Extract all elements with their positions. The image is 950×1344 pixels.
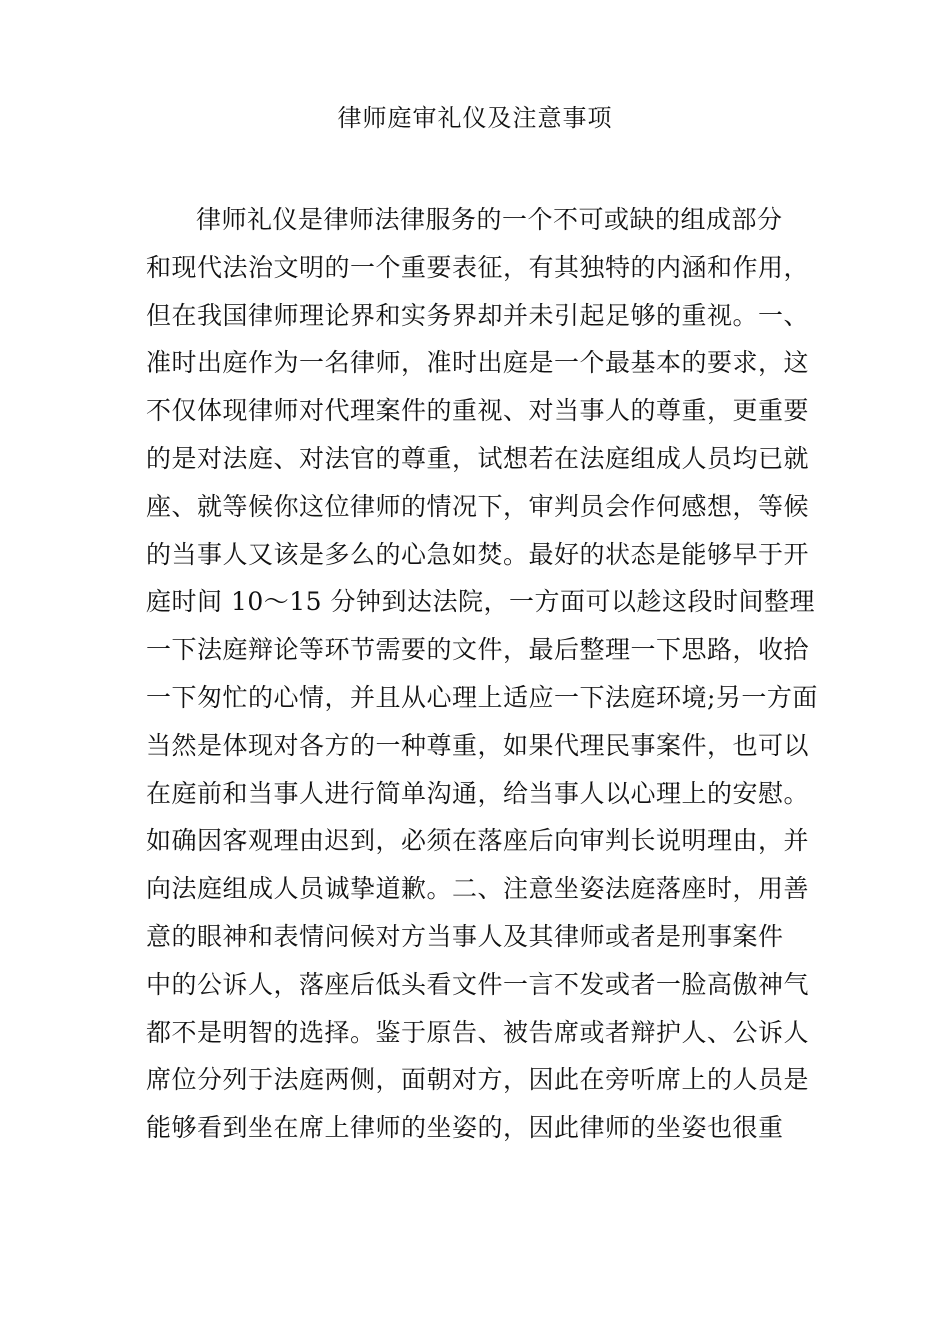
document-title: 律师庭审礼仪及注意事项	[337, 104, 613, 132]
body-line: 和现代法治文明的一个重要表征，有其独特的内涵和作用，	[146, 252, 810, 282]
body-line: 向法庭组成人员诚挚道歉。二、注意坐姿法庭落座时，用善	[146, 874, 810, 904]
body-line: 一下法庭辩论等环节需要的文件，最后整理一下思路，收拾	[146, 635, 810, 665]
body-line: 当然是体现对各方的一种尊重，如果代理民事案件，也可以	[146, 730, 810, 760]
body-line: 准时出庭作为一名律师，准时出庭是一个最基本的要求，这	[146, 348, 810, 378]
body-line: 都不是明智的选择。鉴于原告、被告席或者辩护人、公诉人	[146, 1017, 810, 1047]
body-line: 能够看到坐在席上律师的坐姿的，因此律师的坐姿也很重	[146, 1113, 784, 1143]
body-line: 庭时间 10～15 分钟到达法院，一方面可以趁这段时间整理	[146, 587, 816, 617]
body-line: 座、就等候你这位律师的情况下，审判员会作何感想，等候	[146, 491, 810, 521]
body-line: 但在我国律师理论界和实务界却并未引起足够的重视。一、	[146, 300, 810, 330]
body-line: 意的眼神和表情问候对方当事人及其律师或者是刑事案件	[146, 921, 784, 951]
document-body	[146, 196, 818, 1152]
body-line: 席位分列于法庭两侧，面朝对方，因此在旁听席上的人员是	[146, 1065, 810, 1095]
body-line: 如确因客观理由迟到，必须在落座后向审判长说明理由，并	[146, 826, 810, 856]
body-line: 在庭前和当事人进行简单沟通，给当事人以心理上的安慰。	[146, 778, 810, 808]
body-line: 的是对法庭、对法官的尊重，试想若在法庭组成人员均已就	[146, 443, 810, 473]
body-line: 中的公诉人，落座后低头看文件一言不发或者一脸高傲神气	[146, 969, 810, 999]
body-line: 律师礼仪是律师法律服务的一个不可或缺的组成部分	[196, 205, 783, 234]
body-line: 不仅体现律师对代理案件的重视、对当事人的尊重，更重要	[146, 396, 810, 426]
body-line: 一下匆忙的心情，并且从心理上适应一下法庭环境;另一方面	[146, 682, 818, 712]
body-line: 的当事人又该是多么的心急如焚。最好的状态是能够早于开	[146, 539, 810, 569]
